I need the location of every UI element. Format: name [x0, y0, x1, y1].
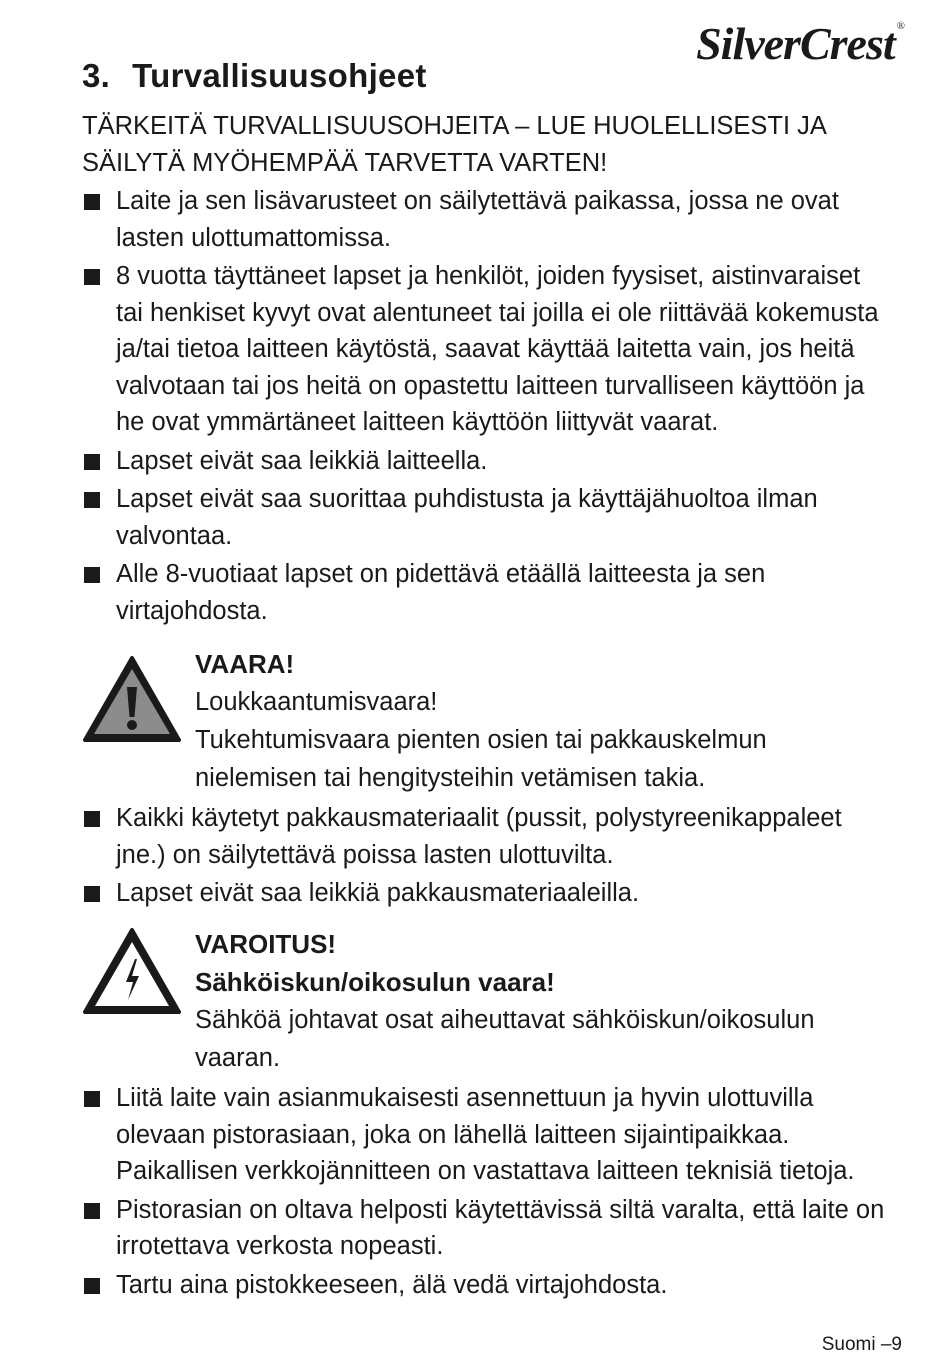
- list-item-text: Pistorasian on oltava helposti käytettävissä siltä varalta, että laite on irrotettava verkosta nopeasti.: [116, 1195, 885, 1260]
- bullet-list-packaging: [82, 800, 892, 914]
- list-item: [82, 800, 892, 873]
- brand-logo-text: SilverCrest: [696, 18, 895, 69]
- bullet-list-children: [82, 183, 892, 631]
- bullet-square-icon: [84, 194, 100, 210]
- bullet-square-icon: [84, 1091, 100, 1107]
- warning-heading: VAARA!: [195, 649, 295, 679]
- general-warning-icon: [82, 655, 182, 743]
- list-item: [82, 258, 892, 441]
- bullet-square-icon: [84, 886, 100, 902]
- list-item-text: 8 vuotta täyttäneet lapset ja henkilöt, joiden fyysiset, aistinvaraiset tai henkiset kyvyt ovat alentuneet tai joilla ei ole riittävää kokemusta ja/tai tietoa laitteen käytöstä, saavat käyttää laitetta vain, jos heitä valvotaan tai jos heitä on opastettu laitteen turvalliseen käyttöön ja he ovat ymmärtäneet laitteen käyttöön liittyvät vaarat.: [116, 262, 879, 436]
- list-item: [82, 183, 892, 256]
- danger-warning-block: [82, 645, 892, 797]
- warning-heading: VAROITUS!: [195, 929, 337, 959]
- intro-paragraph: TÄRKEITÄ TURVALLISUUSOHJEITA – LUE HUOLELLISESTI JA SÄILYTÄ MYÖHEMPÄÄ TARVETTA VARTEN!: [82, 112, 826, 177]
- electric-warning-block: [82, 925, 892, 1077]
- list-item: [82, 1267, 892, 1304]
- list-item: [82, 556, 892, 629]
- bullet-square-icon: [84, 454, 100, 470]
- section-heading: [82, 55, 427, 97]
- list-item: [82, 443, 892, 480]
- warning-text: Tukehtumisvaara pienten osien tai pakkauskelmun nielemisen tai hengitysteihin vetämisen takia.: [195, 726, 767, 792]
- bullet-list-electrical: [82, 1080, 892, 1305]
- list-item-text: Liitä laite vain asianmukaisesti asennettuun ja hyvin ulottuvilla olevaan pistorasiaan, joka on lähellä laitteen sijaintipaikkaa. Paikallisen verkkojännitteen on vastattava laitteen teknisiä tietoja.: [116, 1084, 855, 1185]
- brand-logo: [696, 2, 904, 68]
- bullet-square-icon: [84, 567, 100, 583]
- list-item-text: Laite ja sen lisävarusteet on säilytettävä paikassa, jossa ne ovat lasten ulottumattomissa.: [116, 187, 839, 252]
- bullet-square-icon: [84, 1203, 100, 1219]
- bullet-square-icon: [84, 492, 100, 508]
- list-item: [82, 481, 892, 554]
- warning-text: Sähköä johtavat osat aiheuttavat sähköiskun/oikosulun vaaran.: [195, 1006, 815, 1072]
- list-item: [82, 1192, 892, 1265]
- list-item: [82, 875, 892, 912]
- registered-mark: ®: [896, 20, 904, 32]
- list-item-text: Tartu aina pistokkeeseen, älä vedä virtajohdosta.: [116, 1270, 668, 1299]
- list-item-text: Lapset eivät saa leikkiä laitteella.: [116, 446, 488, 475]
- bullet-square-icon: [84, 1278, 100, 1294]
- warning-subheading: Sähköiskun/oikosulun vaara!: [195, 967, 555, 997]
- warning-subheading: Loukkaantumisvaara!: [195, 688, 438, 716]
- bullet-square-icon: [84, 269, 100, 285]
- list-item-text: Lapset eivät saa suorittaa puhdistusta ja käyttäjähuoltoa ilman valvontaa.: [116, 485, 818, 550]
- section-number: 3.: [82, 57, 111, 94]
- list-item: [82, 1080, 892, 1190]
- section-title: Turvallisuusohjeet: [132, 57, 427, 94]
- page-footer: Suomi –9: [821, 1334, 902, 1355]
- list-item-text: Alle 8-vuotiaat lapset on pidettävä etäällä laitteesta ja sen virtajohdosta.: [116, 560, 766, 625]
- bullet-square-icon: [84, 811, 100, 827]
- list-item-text: Kaikki käytetyt pakkausmateriaalit (pussit, polystyreenikappaleet jne.) on säilytettävä poissa lasten ulottuvilta.: [116, 804, 842, 869]
- electric-shock-warning-icon: [82, 927, 182, 1015]
- list-item-text: Lapset eivät saa leikkiä pakkausmateriaaleilla.: [116, 879, 640, 907]
